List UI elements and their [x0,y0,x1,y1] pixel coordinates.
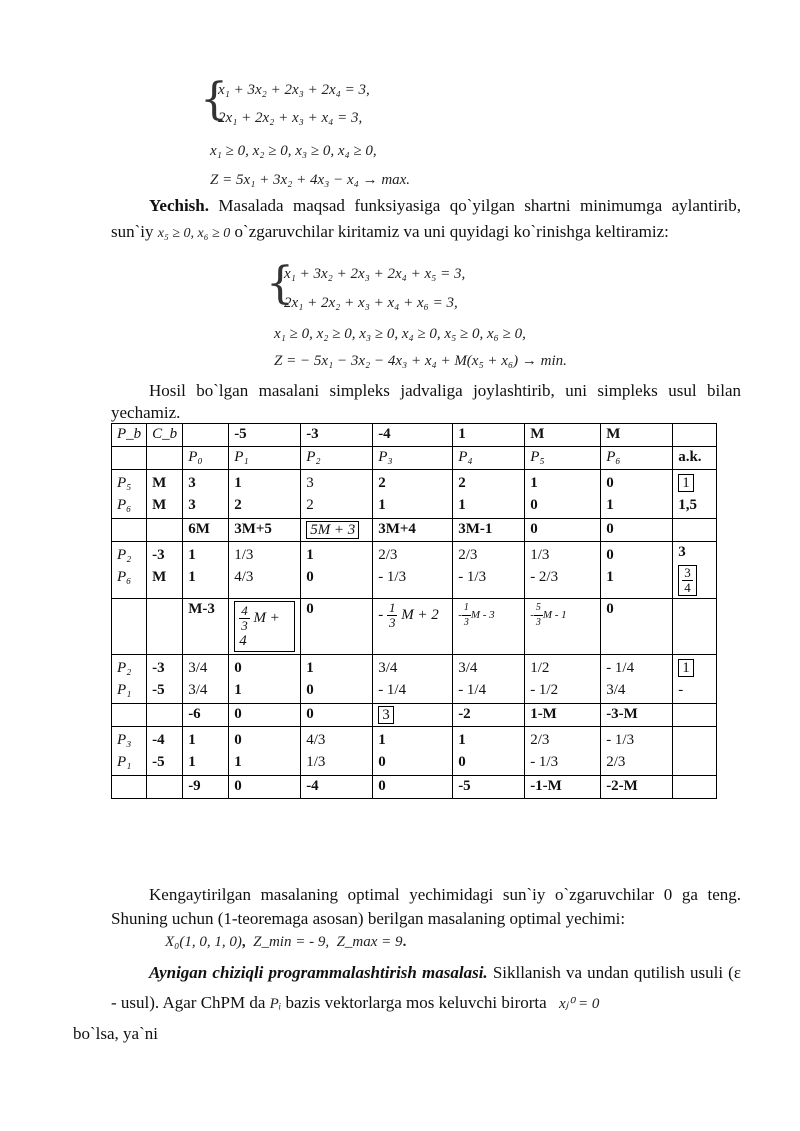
p6-cell: 0 1 [601,470,673,519]
delta-row-2: M-3 $\frac{4}{3}$ M + 4 0 - $\frac{1}{3}$ M + 2 - $\frac{1}{3}$ M - 3 - $\frac{5}{3}$ M - 1 0 [112,599,717,655]
z-min: Z_min = - 9, [253,934,330,950]
basis-vector-pi: Pᵢ [269,996,282,1012]
p3-cell: 3/4 - 1/4 [373,655,453,704]
degenerate-title: Aynigan chiziqli programmalashtirish masalasi. [149,963,488,982]
p6-cell: - 1/3 2/3 [601,727,673,776]
p1-cell: 0 1 [229,655,301,704]
p2-cell: 1 0 [301,542,373,599]
solution-label: Yechish. [149,196,209,215]
x-optimal: X₀(1, 0, 1, 0) [165,934,242,950]
p3-cell: 2/3 - 1/3 [373,542,453,599]
header-vector: P₄ [453,447,525,470]
p2-cell: 1 0 [301,655,373,704]
cb-cell: M M [147,470,183,519]
header-cost: M [601,424,673,447]
artificial-vars-math: x₅ ≥ 0, x₆ ≥ 0 [157,226,231,241]
solution-paragraph [111,193,741,247]
cb-cell: -3 M [147,542,183,599]
p5-cell: 1 0 [525,470,601,519]
table-row-block1 [112,470,717,519]
header-vector: P₁ [229,447,301,470]
p0-cell: 3/4 3/4 [183,655,229,704]
z-max: Z_max = 9 [336,934,403,950]
header-empty [673,424,717,447]
p0-cell: 1 1 [183,542,229,599]
p6-cell: 0 1 [601,542,673,599]
p1-cell: 1/3 4/3 [229,542,301,599]
header-cb: C_b [147,424,183,447]
header-cost: M [525,424,601,447]
p4-cell: 2 1 [453,470,525,519]
cb-cell: -3 -5 [147,655,183,704]
equation-2: 2x₁ + 2x₂ + x₃ + x₄ = 3, [218,110,363,126]
p0-cell: 3 3 [183,470,229,519]
cb-cell: -4 -5 [147,727,183,776]
table-row-block3 [112,655,717,704]
delta-row-1: 6M 3M+5 5M + 3 3M+4 3M-1 0 0 [112,519,717,542]
header-vector: P₀ [183,447,229,470]
solution-text-a: Masalada maqsad funksiyasiga qo`yilgan shartni minimumga aylantirib, sun`iy [111,196,741,241]
p4-cell: 3/4 - 1/4 [453,655,525,704]
ak-cell: 1 1,5 [673,470,717,519]
equation-1: x₁ + 3x₂ + 2x₃ + 2x₄ = 3, [218,82,370,98]
ak-cell: 1 - [673,655,717,704]
header-vector: P₃ [373,447,453,470]
header-empty [147,447,183,470]
basis-cell: P₃ P₁ [112,727,147,776]
solution-text-b: o`zgaruvchilar kiritamiz va uni quyidagi ko`rinishga keltiramiz: [234,222,669,241]
p3-cell: 2 1 [373,470,453,519]
p5-cell: 1/3 - 2/3 [525,542,601,599]
header-row-costs [112,424,717,447]
simplex-table [111,423,717,799]
delta-row-3: -6 0 0 3 -2 1-M -3-M [112,704,717,727]
transformed-equation-2: 2x₁ + 2x₂ + x₃ + x₄ + x₆ = 3, [284,295,458,311]
basis-cell: P₅ P₆ [112,470,147,519]
transformed-objective: Z = − 5x₁ − 3x₂ − 4x₃ + x₄ + M(x₅ + x₆) → min. [274,353,567,369]
p5-cell: 2/3 - 1/3 [525,727,601,776]
conclusion-paragraph: Kengaytirilgan masalaning optimal yechimidagi sun`iy o`zgaruvchilar 0 ga teng. Shuning uchun (1-teoremaga asosan) berilgan masalaning optimal yechimi: [111,885,741,928]
xj-zero: xⱼ⁰ = 0 [558,996,600,1012]
header-empty [183,424,229,447]
p2-cell: 3 2 [301,470,373,519]
header-cost: -4 [373,424,453,447]
header-ak: a.k. [673,447,717,470]
header-cost: 1 [453,424,525,447]
p1-cell: 0 1 [229,727,301,776]
header-vector: P₂ [301,447,373,470]
pivot-column-marker: 3 [373,704,453,727]
header-empty [112,447,147,470]
degenerate-paragraph: Aynigan chiziqli programmalashtirish masalasi. Sikllanish va undan qutilish usuli (ε - usul). Agar ChPM da Pᵢ bazis vektorlarga mos keluvchi birorta xⱼ⁰ = 0 bo`lsa, ya`ni [73,963,741,1043]
p4-cell: 1 0 [453,727,525,776]
header-row-vectors [112,447,717,470]
header-cost: -5 [229,424,301,447]
basis-cell: P₂ P₆ [112,542,147,599]
table-row-block4 [112,727,717,776]
p2-cell: 4/3 1/3 [301,727,373,776]
transformed-constraints: x₁ ≥ 0, x₂ ≥ 0, x₃ ≥ 0, x₄ ≥ 0, x₅ ≥ 0, x₆ ≥ 0, [274,326,526,342]
ak-cell [673,727,717,776]
optimal-solution: X₀(1, 0, 1, 0), Z_min = - 9, Z_max = 9. [165,934,407,950]
left-brace: { [200,74,228,125]
pivot-column-marker: $\frac{4}{3}$ M + 4 [229,599,301,655]
left-brace-2: { [266,258,294,309]
header-cost: -3 [301,424,373,447]
basis-cell: P₂ P₁ [112,655,147,704]
nonnegativity-constraints: x₁ ≥ 0, x₂ ≥ 0, x₃ ≥ 0, x₄ ≥ 0, [210,143,377,159]
p3-cell: 1 0 [373,727,453,776]
delta-row-4: -9 0 -4 0 -5 -1-M -2-M [112,776,717,799]
ak-cell: 3 $\frac{3}{4}$ [673,542,717,599]
p5-cell: 1/2 - 1/2 [525,655,601,704]
header-vector: P₅ [525,447,601,470]
header-pb: P_b [112,424,147,447]
p6-cell: - 1/4 3/4 [601,655,673,704]
transformed-equation-1: x₁ + 3x₂ + 2x₃ + 2x₄ + x₅ = 3, [284,266,466,282]
p0-cell: 1 1 [183,727,229,776]
p1-cell: 1 2 [229,470,301,519]
objective-function: Z = 5x₁ + 3x₂ + 4x₃ − x₄ → max. [210,172,411,188]
header-vector: P₆ [601,447,673,470]
table-intro-paragraph: Hosil bo`lgan masalani simpleks jadvaliga joylashtirib, uni simpleks usul bilan yechamiz. [111,381,741,422]
table-row-block2 [112,542,717,599]
pivot-column-marker: 5M + 3 [301,519,373,542]
p4-cell: 2/3 - 1/3 [453,542,525,599]
